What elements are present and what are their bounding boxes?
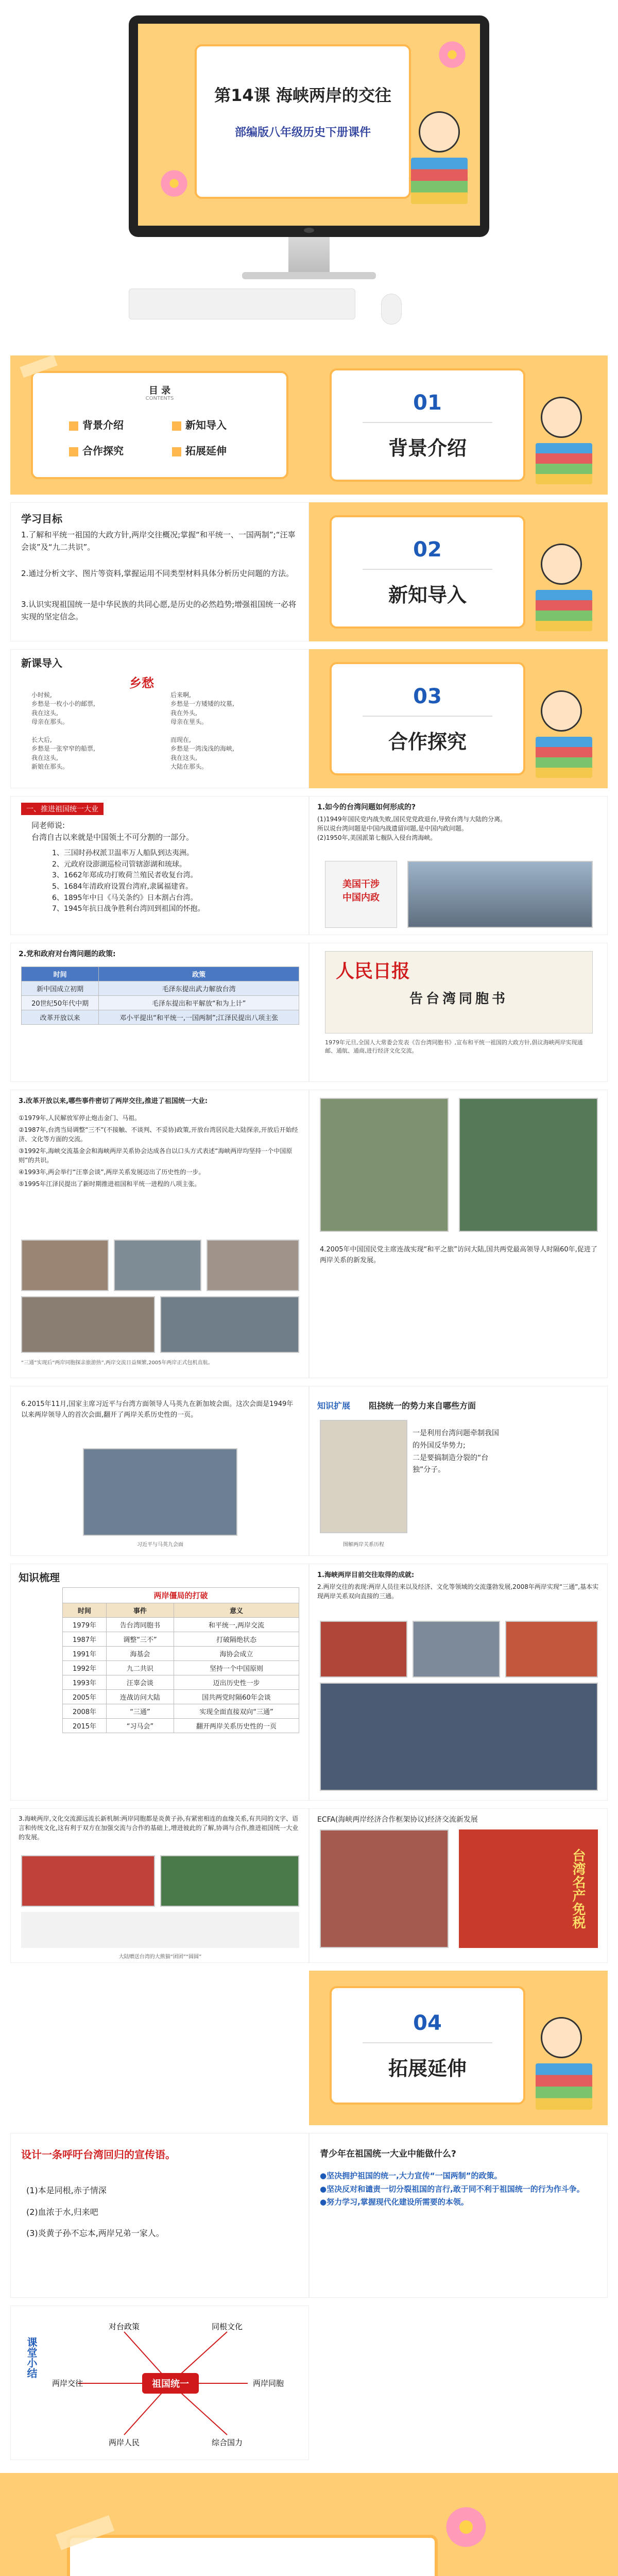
table-cell: 国共两党时隔60年会谈	[174, 1690, 299, 1704]
toc-item-1[interactable]: 背景介绍	[69, 417, 124, 432]
table-row	[63, 1661, 299, 1675]
slide-section-04	[309, 1971, 608, 2125]
final-card	[67, 2535, 438, 2576]
youth-list: ●坚决拥护祖国的统一,大力宣传“一国两制”的政策。 ●坚决反对和谴责一切分裂祖国的言行,敢于同不利于祖国统一的行为作斗争。 ●努力学习,掌握现代化建设所需要的本领。	[320, 2171, 585, 2207]
photo	[83, 1448, 237, 1536]
poem-line: 新娘在那头。	[31, 763, 69, 771]
books-stack-icon	[536, 737, 592, 778]
2015-caption: 习近平与马英九会面	[137, 1542, 183, 1548]
divider	[363, 569, 492, 570]
poem-line: 我在外头,	[170, 709, 197, 717]
intro-heading: 新课导入	[21, 657, 62, 669]
poem-line: 母亲在里头。	[170, 718, 208, 726]
square-bullet-icon	[172, 447, 181, 456]
slide-newspaper	[309, 943, 608, 1082]
history-list	[52, 848, 299, 915]
map-center: 祖国统一	[152, 2379, 189, 2389]
design-list: (1)本是同根,赤子情深 (2)血浓于水,归来吧 (3)炎黄子孙不忘本,两岸兄弟一家人。	[26, 2185, 164, 2239]
slide-history	[10, 796, 309, 935]
toc-item-3[interactable]: 合作探究	[69, 443, 124, 457]
poem-line: 我在这头,	[31, 709, 58, 717]
exchange-item: ②1987年,台湾当局调整“三不”(不接触、不谈判、不妥协)政策,开放台湾居民赴大陆探亲,开放后开始经济、文化等方面的交流。	[19, 1126, 298, 1143]
table-cell: 汪辜会谈	[106, 1675, 174, 1690]
map-node: 对台政策	[108, 2322, 140, 2331]
books-stack-icon	[536, 443, 592, 484]
knowledge-heading: 知识梳理	[19, 1571, 60, 1584]
photo	[320, 1683, 598, 1791]
final-cover	[0, 2473, 618, 2576]
knowledge-table: 两岸僵局的打破 时间 事件 意义 1979年 告台湾同胞书 和平统一,两岸交流 1987年 调整“三不” 打破隔绝状态 1991年 海基会 海协会成立 1992年 九二共识 坚持一个中国原则 1993年 汪辜会谈 迈出历史性一步 2005年 连战访问大陆 国共两党时隔60年会谈 2008年 “三通” 实现全面直接双向“三通” 2015年 “习马会” 翻开两岸关系历史性的一页	[62, 1587, 299, 1733]
table-cell: “习马会”	[106, 1719, 174, 1733]
table-row	[63, 1704, 299, 1719]
slide-exchange	[10, 1090, 309, 1378]
exchange-item: ③1992年,海峡交流基金会和海峡两岸关系协会达成各自以口头方式表述“海峡两岸均坚持一个中国原则”的共识。	[19, 1147, 293, 1164]
flower-icon	[159, 168, 190, 199]
poem-line	[170, 727, 294, 736]
table-cell: 九二共识	[106, 1661, 174, 1675]
goal-1: 1.了解和平统一祖国的大政方针,两岸交往概况;掌握“和平统一、一国两制”;“汪辜会谈”及“九二共识”。	[21, 530, 296, 552]
1949-lines: (1)1949年国民党内战失败,国民党党政退台,导致台湾与大陆的分离。 所以说台湾问题是中国内战遗留问题,是中国内政问题。 (2)1950年,美国派第七舰队入侵台湾海峡。	[317, 816, 507, 841]
poem-line: 而现在,	[170, 736, 191, 743]
mouse-icon	[381, 294, 402, 325]
cover-title: 第14课 海峡两岸的交往	[214, 86, 391, 105]
photo	[114, 1240, 201, 1291]
poster-image: 美国干涉 中国内政	[325, 861, 397, 928]
slide-obstacle	[309, 1386, 608, 1556]
books-stack-icon	[536, 590, 592, 631]
kid-reading-icon	[541, 690, 582, 732]
table-row	[63, 1632, 299, 1647]
monitor-neck	[288, 237, 330, 273]
slide-intro	[10, 649, 309, 788]
flower-icon	[443, 2504, 489, 2550]
newspaper-image: 人民日报 告台湾同胞书	[325, 951, 593, 1033]
poem-line	[31, 727, 155, 736]
ecfa-sign: 台湾名产免税	[459, 1829, 598, 1948]
toc-card	[31, 371, 288, 479]
map-node: 两岸同胞	[252, 2379, 284, 2388]
divider	[363, 716, 492, 717]
table-cell: “三通”	[106, 1704, 174, 1719]
table-cell: 海基会	[106, 1647, 174, 1661]
section-card	[330, 1986, 525, 2105]
table-cell: 1991年	[63, 1647, 107, 1661]
section-title: 新知导入	[388, 584, 467, 606]
photo	[320, 1420, 407, 1533]
slide-policy-table	[10, 943, 309, 1082]
table-header: 事件	[106, 1603, 174, 1618]
history-heading: 一、推进祖国统一大业	[21, 803, 104, 815]
slide-2005	[309, 1090, 608, 1378]
toc-item-2[interactable]: 新知导入	[172, 417, 227, 432]
kid-reading-icon	[541, 544, 582, 585]
slide-summary	[10, 2306, 309, 2460]
poem-line: 乡愁是一枚小小的邮票,	[31, 700, 95, 708]
poem-line: 乡愁是一张窄窄的船票,	[31, 745, 95, 753]
poem-line: 长大后,	[31, 736, 52, 743]
toc-heading-en: CONTENTS	[145, 396, 174, 401]
exchange-list	[19, 1113, 302, 1191]
slide-culture	[10, 1808, 309, 1963]
exchange-item: ④1993年,两会举行“汪辜会谈”,两岸关系发展迈出了历史性的一步。	[19, 1168, 205, 1176]
photo	[320, 1098, 449, 1232]
goals-heading: 学习目标	[21, 513, 62, 525]
table-cell: 告台湾同胞书	[106, 1618, 174, 1632]
map-node: 两岸交往	[52, 2379, 83, 2388]
warship-photo	[407, 861, 593, 928]
slide-achievement	[309, 1564, 608, 1801]
history-item: 1、三国时孙权派卫温率万人船队到达夷洲。	[52, 849, 194, 857]
1949-heading: 1.如今的台湾问题如何形成的?	[317, 803, 416, 811]
square-bullet-icon	[69, 421, 78, 431]
slide-goals	[10, 502, 309, 641]
achievement-heading: 1.海峡两岸目前交往取得的成就:	[317, 1571, 415, 1579]
summary-label: 课堂小结	[25, 2337, 38, 2378]
map-node: 综合国力	[211, 2438, 243, 2447]
table-cell: 1987年	[63, 1632, 107, 1647]
toc-heading: 目 录	[148, 385, 171, 396]
square-bullet-icon	[69, 447, 78, 456]
kid-reading-icon	[419, 111, 460, 152]
slide-section-01	[309, 355, 608, 495]
cover-subtitle: 部编版八年级历史下册课件	[234, 126, 371, 139]
youth-heading: 青少年在祖国统一大业中能做什么?	[320, 2149, 456, 2159]
table-row	[63, 1618, 299, 1632]
divider	[363, 422, 492, 423]
photo	[21, 1855, 155, 1907]
books-stack-icon	[411, 158, 468, 204]
monitor-screen	[138, 24, 480, 226]
poem-line: 乡愁是一湾浅浅的海峡,	[170, 745, 234, 753]
poem-line: 后来啊,	[170, 691, 191, 699]
slide-toc	[10, 355, 309, 495]
photo	[320, 1829, 449, 1948]
poem-title: 乡愁	[129, 676, 154, 690]
poem-line: 母亲在那头。	[31, 718, 69, 726]
exchange-heading: 3.改革开放以来,哪些事件密切了两岸交往,推进了祖国统一大业:	[19, 1097, 208, 1105]
square-bullet-icon	[172, 421, 181, 431]
photo	[207, 1240, 299, 1291]
flower-icon	[437, 39, 468, 70]
cover-card	[195, 44, 411, 199]
2015-text: 6.2015年11月,国家主席习近平与台湾方面领导人马英九在新加坡会面。这次会面是1949年以来两岸领导人的首次会面,翻开了两岸关系历史性的一页。	[21, 1400, 294, 1419]
table-cell: 实现全面直接双向“三通”	[174, 1704, 299, 1719]
poem-line: 我在这头,	[170, 754, 197, 761]
exchange-item: ①1979年,人民解放军停止炮击金门、马祖。	[19, 1114, 141, 1122]
apple-logo-icon	[304, 228, 314, 233]
history-item: 3、1662年郑成功打败荷兰殖民者收复台湾。	[52, 871, 198, 880]
poem-line: 乡愁是一方矮矮的坟墓,	[170, 700, 234, 708]
slide-ecfa	[309, 1808, 608, 1963]
photo	[21, 1296, 155, 1353]
section-number: 03	[413, 685, 442, 708]
table-cell: 2008年	[63, 1704, 107, 1719]
obstacle-caption: 图解两岸关系历程	[343, 1542, 384, 1548]
photo	[160, 1296, 299, 1353]
table-cell: 1992年	[63, 1661, 107, 1675]
photo	[320, 1621, 407, 1677]
kid-reading-icon	[541, 397, 582, 438]
keyboard-icon	[129, 289, 355, 319]
photo	[21, 1240, 109, 1291]
policy-table: 时间 政策 新中国成立初期 毛泽东提出武力解放台湾 20世纪50年代中期 毛泽东提出和平解放“和为上计” 改革开放以来 邓小平提出“和平统一,一国两制”;江泽民提出八项主张	[21, 967, 299, 1025]
section-title: 拓展延伸	[388, 2057, 467, 2080]
poem-line: 小时候,	[31, 691, 52, 699]
section-card	[330, 662, 525, 775]
table-row	[63, 1719, 299, 1733]
history-item: 2、元政府设澎湖巡检司管辖澎湖和琉球。	[52, 860, 186, 869]
panda-photo	[21, 1912, 299, 1948]
table-cell: 翻开两岸关系历史性的一页	[174, 1719, 299, 1733]
books-stack-icon	[536, 2063, 592, 2110]
achievement-text: 2.两岸交往的表现:两岸人员往来以及经济、文化等领域的交流蓬勃发展,2008年两岸实现“三通”,基本实现两岸关系双向直接的三通。	[317, 1583, 599, 1600]
kid-reading-icon	[541, 2017, 582, 2058]
table-cell: 2015年	[63, 1719, 107, 1733]
policy-heading: 2.党和政府对台湾问题的政策:	[19, 950, 116, 958]
exchange-item: ⑤1995年江泽民提出了新时期推进祖国和平统一进程的八项主张。	[19, 1180, 201, 1188]
photo	[505, 1621, 598, 1677]
summary-map	[42, 2311, 299, 2455]
table-cell: 迈出历史性一步	[174, 1675, 299, 1690]
table-header: 意义	[174, 1603, 299, 1618]
slide-2015	[10, 1386, 309, 1556]
table-header: 时间	[63, 1603, 107, 1618]
culture-text: 3.海峡两岸,文化交流源远流长新机制:两岸同胞都是炎黄子孙,有紧密相连的血缘关系,有共同的文字、语言和传统文化,这有利于双方在加强交流与合作的基础上,增进彼此的了解,协调与合作,推进祖国统一大业的发展。	[19, 1815, 299, 1841]
photo	[413, 1621, 500, 1677]
map-node: 两岸人民	[108, 2438, 140, 2447]
poem-line: 大陆在那头。	[170, 763, 208, 771]
table-cell: 1993年	[63, 1675, 107, 1690]
poem-line: 我在这头,	[31, 754, 58, 761]
slide-youth	[309, 2133, 608, 2298]
goal-2: 2.通过分析文字、图片等资料,掌握运用不同类型材料具体分析历史问题的方法。	[21, 569, 294, 578]
ecfa-heading: ECFA(海峡两岸经济合作框架协议)经济交流新发展	[317, 1816, 478, 1824]
culture-caption: 大陆赠送台湾的大熊猫“团团”“圆圆”	[118, 1954, 202, 1960]
section-title: 合作探究	[388, 731, 467, 753]
table-cell: 调整“三不”	[106, 1632, 174, 1647]
obstacle-list: 一是利用台湾问题牵制我国的外国反华势力; 二是要搞制造分裂的“台独”分子。	[413, 1429, 499, 1475]
slide-knowledge	[10, 1564, 309, 1801]
poem-left	[31, 691, 155, 772]
table-row	[63, 1690, 299, 1704]
exchange-caption: “三通”实现后“两岸同胞探亲旅游热”,两岸交流日益频繁,2005年两岸正式包机直航。	[21, 1360, 213, 1366]
table-row	[63, 1675, 299, 1690]
photo	[459, 1098, 598, 1232]
table-row	[63, 1647, 299, 1661]
section-number: 01	[413, 391, 442, 415]
divider	[363, 2042, 492, 2043]
obstacle-heading: 阻挠统一的势力来自哪些方面	[369, 1401, 476, 1411]
table-cell: 2005年	[63, 1690, 107, 1704]
table-cell: 打破隔绝状态	[174, 1632, 299, 1647]
history-item: 6、1895年中日《马关条约》日本割占台湾。	[52, 893, 198, 902]
section-number: 04	[413, 2011, 442, 2035]
photo	[160, 1855, 299, 1907]
toc-item-4[interactable]: 拓展延伸	[172, 443, 227, 457]
goal-3: 3.认识实现祖国统一是中华民族的共同心愿,是历史的必然趋势;增强祖国统一必将实现的坚定信念。	[21, 600, 297, 621]
table-cell: 和平统一,两岸交流	[174, 1618, 299, 1632]
poem-right	[170, 691, 294, 772]
design-prompt: 设计一条呼吁台湾回归的宣传语。	[21, 2148, 176, 2161]
section-number: 02	[413, 538, 442, 562]
monitor-base	[242, 272, 376, 279]
table-cell: 海协会成立	[174, 1647, 299, 1661]
table-cell: 连战访问大陆	[106, 1690, 174, 1704]
slide-1949	[309, 796, 608, 935]
section-card	[330, 515, 525, 629]
section-title: 背景介绍	[388, 437, 467, 460]
history-item: 7、1945年抗日战争胜利台湾回到祖国的怀抱。	[52, 905, 205, 913]
table-cell: 1979年	[63, 1618, 107, 1632]
2005-text: 4.2005年中国国民党主席连战实现“和平之旅”访问大陆,国共两党最高领导人时隔60年,促进了两岸关系的新发展。	[320, 1246, 597, 1264]
section-card	[330, 368, 525, 482]
slide-section-03	[309, 649, 608, 788]
obstacle-badge: 知识扩展	[317, 1401, 351, 1411]
slide-design	[10, 2133, 309, 2298]
history-intro: 同老师说: 台湾自古以来就是中国领土不可分割的一部分。	[31, 821, 194, 842]
map-node: 同根文化	[211, 2322, 243, 2331]
table-cell: 坚持一个中国原则	[174, 1661, 299, 1675]
newspaper-caption: 1979年元旦,全国人大常委会发表《告台湾同胞书》,宣布和平统一祖国的大政方针,倡议海峡两岸实现通邮、通航、通商,进行经济文化交流。	[325, 1039, 583, 1054]
cover-hero	[0, 0, 618, 350]
history-item: 5、1684年清政府设置台湾府,隶属福建省。	[52, 883, 193, 891]
slide-section-02	[309, 502, 608, 641]
